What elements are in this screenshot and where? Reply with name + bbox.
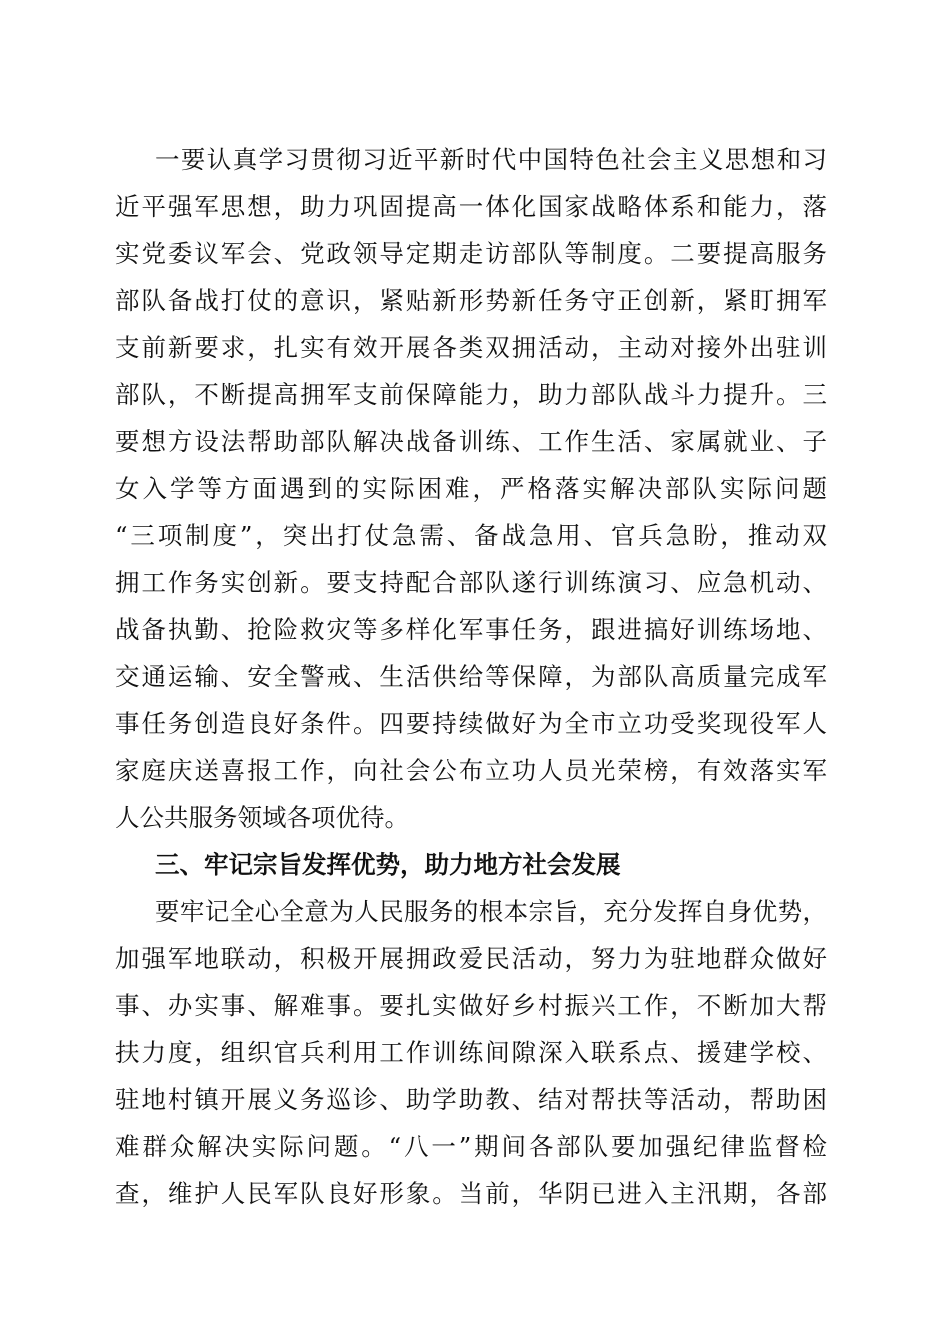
paragraph-1-line-8: 女入学等方面遇到的实际困难，严格落实解决部队实际问题 [115,474,827,503]
paragraph-1-line-13: 事任务创造良好条件。四要持续做好为全市立功受奖现役军人 [115,709,827,738]
section-3-line-7: 查，维护人民军队良好形象。当前，华阴已进入主汛期，各部 [115,1179,827,1208]
paragraph-1-line-2: 近平强军思想，助力巩固提高一体化国家战略体系和能力，落 [115,192,827,221]
paragraph-1-line-5: 支前新要求，扎实有效开展各类双拥活动，主动对接外出驻训 [115,333,827,362]
section-3-line-3: 事、办实事、解难事。要扎实做好乡村振兴工作，不断加大帮 [115,991,827,1020]
paragraph-1-line-10: 拥工作务实创新。要支持配合部队遂行训练演习、应急机动、 [115,568,827,597]
paragraph-1-line-11: 战备执勤、抢险救灾等多样化军事任务，跟进搞好训练场地、 [115,615,827,644]
section-3-line-1: 要牢记全心全意为人民服务的根本宗旨，充分发挥自身优势， [155,897,827,926]
paragraph-1-line-1: 一要认真学习贯彻习近平新时代中国特色社会主义思想和习 [155,145,827,174]
paragraph-1-line-6: 部队，不断提高拥军支前保障能力，助力部队战斗力提升。三 [115,380,827,409]
paragraph-1-line-14: 家庭庆送喜报工作，向社会公布立功人员光荣榜，有效落实军 [115,756,827,785]
section-3-line-4: 扶力度，组织官兵利用工作训练间隙深入联系点、援建学校、 [115,1038,827,1067]
section-3-line-2: 加强军地联动，积极开展拥政爱民活动，努力为驻地群众做好 [115,944,827,973]
paragraph-1-line-15: 人公共服务领域各项优待。 [115,803,409,832]
paragraph-1-line-4: 部队备战打仗的意识，紧贴新形势新任务守正创新，紧盯拥军 [115,286,827,315]
paragraph-1-line-12: 交通运输、安全警戒、生活供给等保障，为部队高质量完成军 [115,662,827,691]
paragraph-1-line-7: 要想方设法帮助部队解决战备训练、工作生活、家属就业、子 [115,427,827,456]
paragraph-1-line-3: 实党委议军会、党政领导定期走访部队等制度。二要提高服务 [115,239,827,268]
section-3-heading: 三、牢记宗旨发挥优势，助力地方社会发展 [155,850,621,879]
section-3-line-5: 驻地村镇开展义务巡诊、助学助教、结对帮扶等活动，帮助困 [115,1085,827,1114]
paragraph-1-line-9: “三项制度”，突出打仗急需、备战急用、官兵急盼，推动双 [115,521,827,550]
section-3-line-6: 难群众解决实际问题。“八一”期间各部队要加强纪律监督检 [115,1132,827,1161]
